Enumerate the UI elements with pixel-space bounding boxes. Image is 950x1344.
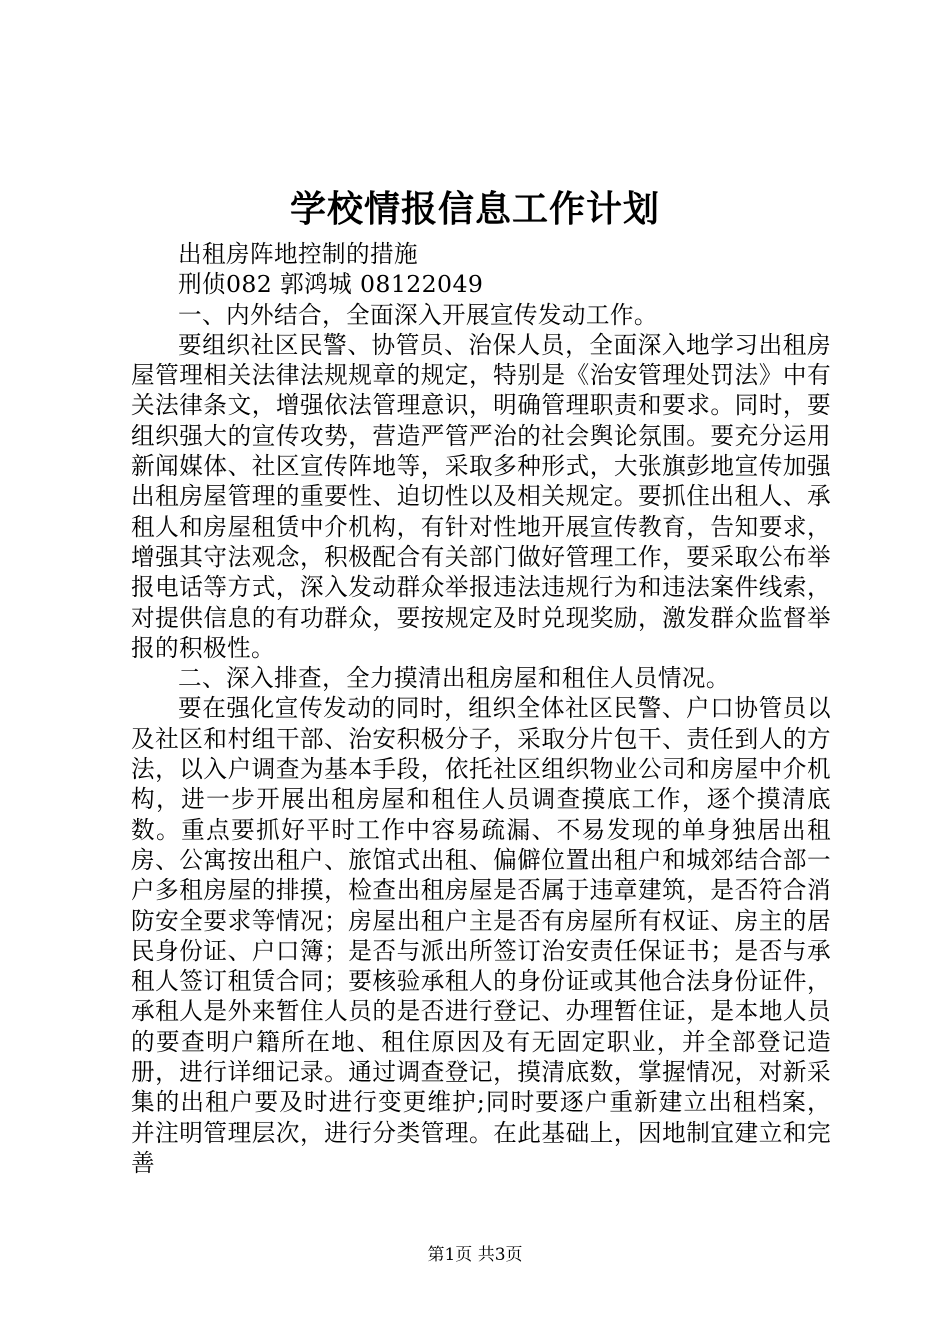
paragraph-subtitle: 出租房阵地控制的措施 [178, 240, 418, 268]
document-title: 学校情报信息工作计划 [289, 188, 660, 230]
paragraph-heading-2: 二、深入排查，全力摸清出租房屋和租住人员情况。 [178, 664, 730, 693]
page-number-footer: 第1页 共3页 [427, 1245, 523, 1265]
paragraph-heading-1: 一、内外结合，全面深入开展宣传发动工作。 [178, 300, 658, 329]
paragraph-author: 刑侦082 郭鸿城 08122049 [178, 270, 484, 299]
paragraph-body-2: 要在强化宣传发动的同时，组织全体社区民警、户口协管员以及社区和村组干部、治安积极分子，采取分片包干、责任到人的方法，以入户调查为基本手段，依托社区组织物业公司和房屋中介机构，进一步开展出租房屋和租住人员调查摸底工作，逐个摸清底数。重点要抓好平时工作中容易疏漏、不易发现的单身独居出租房、公寓按出租户、旅馆式出租、偏僻位置出租户和城郊结合部一户多租房屋的排摸，检查出租房屋是否属于违章建筑，是否符合消防安全要求等情况；房屋出租户主是否有房屋所有权证、房主的居民身份证、户口簿；是否与派出所签订治安责任保证书；是否与承租人签订租赁合同；要核验承租人的身份证或其他合法身份证件，承租人是外来暂住人员的是否进行登记、办理暂住证，是本地人员的要查明户籍所在地、租住原因及有无固定职业，并全部登记造册，进行详细记录。通过调查登记，摸清底数，掌握情况，对新采集的出租户要及时进行变更维护;同时要逐户重新建立出租档案，并注明管理层次，进行分类管理。在此基础上，因地制宜建立和完善 [131, 694, 831, 1177]
paragraph-body-1: 要组织社区民警、协管员、治保人员，全面深入地学习出租房屋管理相关法律法规规章的规定，特别是《治安管理处罚法》中有关法律条文，增强依法管理意识，明确管理职责和要求。同时，要组织强大的宣传攻势，营造严管严治的社会舆论氛围。要充分运用新闻媒体、社区宣传阵地等，采取多种形式，大张旗彭地宣传加强出租房屋管理的重要性、迫切性以及相关规定。要抓住出租人、承租人和房屋租赁中介机构，有针对性地开展宣传教育，告知要求，增强其守法观念，积极配合有关部门做好管理工作，要采取公布举报电话等方式，深入发动群众举报违法违规行为和违法案件线索，对提供信息的有功群众，要按规定及时兑现奖励，激发群众监督举报的积极性。 [131, 330, 831, 662]
document-body [131, 239, 831, 1178]
